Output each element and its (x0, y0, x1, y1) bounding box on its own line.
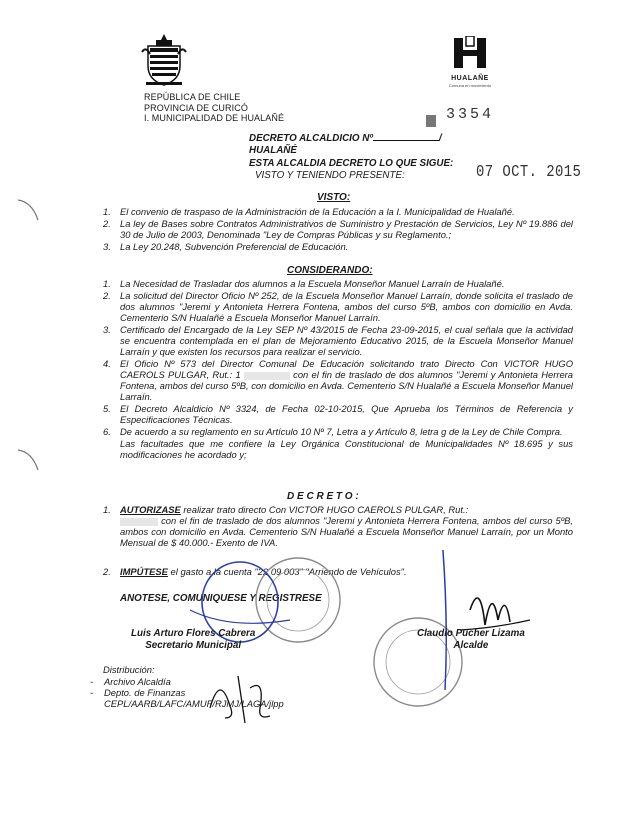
left-signature-block (131, 628, 255, 652)
initials-signature (200, 668, 290, 728)
list-item: 4. El Oficio Nº 573 del Director Comunal De Educación solicitando trato Directo Con VICTOR HUGO CAEROLS PULGAR, Rut.: 1 con el fin de traslado de dos alumnos "Jeremi y Antonieta Herrera Fontena, ambos del curso 5ºB, con domicilio en Avda. Cementerio S/N Hualañé a Escuela Monseñor Manuel Larraín. (103, 358, 573, 402)
considerando-title: CONSIDERANDO: (287, 265, 373, 276)
punch-hole-mark (14, 196, 42, 226)
stamp-mark (426, 115, 436, 127)
left-signer-title: Secretario Municipal (145, 640, 242, 651)
distribution-initials: CEPL/AARB/LAFC/AMUF/RJMJ/LAGA/jlpp (104, 698, 284, 710)
header-line-3: I. MUNICIPALIDAD DE HUALAÑÉ (144, 113, 285, 123)
hualane-logo (440, 36, 500, 88)
visto-list (103, 206, 573, 253)
considerando-list (103, 278, 573, 461)
hualane-h-icon (452, 36, 488, 70)
redacted-rut (120, 518, 158, 526)
list-item: - Archivo Alcaldía (90, 676, 171, 687)
header-line-1: REPÚBLICA DE CHILE (144, 92, 241, 102)
decree-line3: ESTA ALCALDIA DECRETO LO QUE SIGUE: (249, 157, 454, 169)
list-item: 1. El convenio de traspaso de la Administración de la Educación a la I. Municipalidad de Hualañé. (103, 206, 515, 217)
list-item: 1. AUTORIZASE realizar trato directo Con VICTOR HUGO CAEROLS PULGAR, Rut.: con el fin de traslado de dos alumnos "Jeremi y Antonieta Herrera Fontena, ambos del curso 5ºB, ambos con domicilio en Avda. Cementerio S/N Hualañé a Escuela Monseñor Manuel Larraín, por un Monto Mensual de $ 40.000.- Exento de IVA. (103, 504, 574, 548)
visto-title: VISTO: (317, 192, 351, 203)
decreto-slash: / (438, 133, 442, 144)
right-signer-name: Claudio Pucher Lizama (417, 628, 525, 639)
list-item: Las facultades que me confiere la Ley Orgánica Constitucional de Municipalidades Nº 18.695 y sus modificaciones he acordado y; (120, 438, 573, 460)
stamp-date: 07 OCT. 2015 (476, 163, 582, 182)
right-signer-title: Alcalde (453, 640, 489, 651)
left-signer-name: Luis Arturo Flores Cabrera (131, 628, 256, 639)
decree-header (249, 131, 453, 183)
list-item: 2. IMPÚTESE el gasto a la cuenta "22 09 003" "Arriendo de Vehículos". (103, 566, 407, 577)
decree-place: HUALAÑÉ (249, 145, 297, 157)
list-item: 6. De acuerdo a su reglamento en su Artículo 10 Nº 7, Letra a y Artículo 8, letra g de la Ley de Chile Compra. (103, 426, 563, 437)
decreto-label: DECRETO ALCALDICIO Nº (249, 133, 373, 144)
coat-of-arms-logo (140, 32, 188, 87)
logo-subtext: Comuna en movimiento (448, 83, 492, 88)
closing-text: ANOTESE, COMUNIQUESE Y REGISTRESE (120, 593, 322, 604)
decreto-title: D E C R E T O : (287, 491, 359, 502)
list-item: 2. La ley de Bases sobre Contratos Administrativos de Suministro y Prestación de Servicios, Ley Nº 19.886 del 30 de Julio de 2003, Denominada "Ley de Compras Públicas y su Reglamento.; (103, 218, 573, 240)
decreto-list (103, 504, 573, 549)
header-line-2: PROVINCIA DE CURICÓ (144, 102, 248, 113)
list-item: - Depto. de Finanzas (90, 687, 186, 699)
institution-header (144, 92, 284, 124)
redacted-rut (244, 372, 290, 380)
punch-hole-mark (14, 446, 42, 476)
stamp-number: 3354 (446, 106, 495, 123)
list-item: 2. La solicitud del Director Oficio Nº 252, de la Escuela Monseñor Manuel Larraín, donde solicita el traslado de dos alumnos "Jeremi y Antonieta Herrera Fontena, ambos del curso 5ºB, ambos con domicilio en Avda. Cementerio S/N Hualañé a Escuela Monseñor Manuel Larraín. (103, 290, 573, 323)
distribution-title: Distribución: (103, 664, 155, 675)
logo-text: HUALAÑE (451, 75, 489, 82)
right-signature-block (417, 628, 525, 652)
list-item: 3. La Ley 20.248, Subvención Preferencial de Educación. (103, 241, 349, 252)
list-item: 3. Certificado del Encargado de la Ley SEP Nº 43/2015 de Fecha 23-09-2015, el cual señala que la actividad se encuentra contemplada en el plan de Mejoramiento Educativo 2015, de la Escuela Monseñor Manuel Larraín y que existen los recursos para realizar el servicio. (103, 324, 573, 357)
list-item: 1. La Necesidad de Trasladar dos alumnos a la Escuela Monseñor Manuel Larraín de Hualañé. (103, 278, 505, 289)
list-item: 5. El Decreto Alcaldicio Nº 3324, de Fecha 02-10-2015, Que Aprueba los Términos de Referencia y Especificaciones Técnicas. (103, 403, 573, 425)
decree-line4: VISTO Y TENIENDO PRESENTE: (255, 170, 405, 182)
